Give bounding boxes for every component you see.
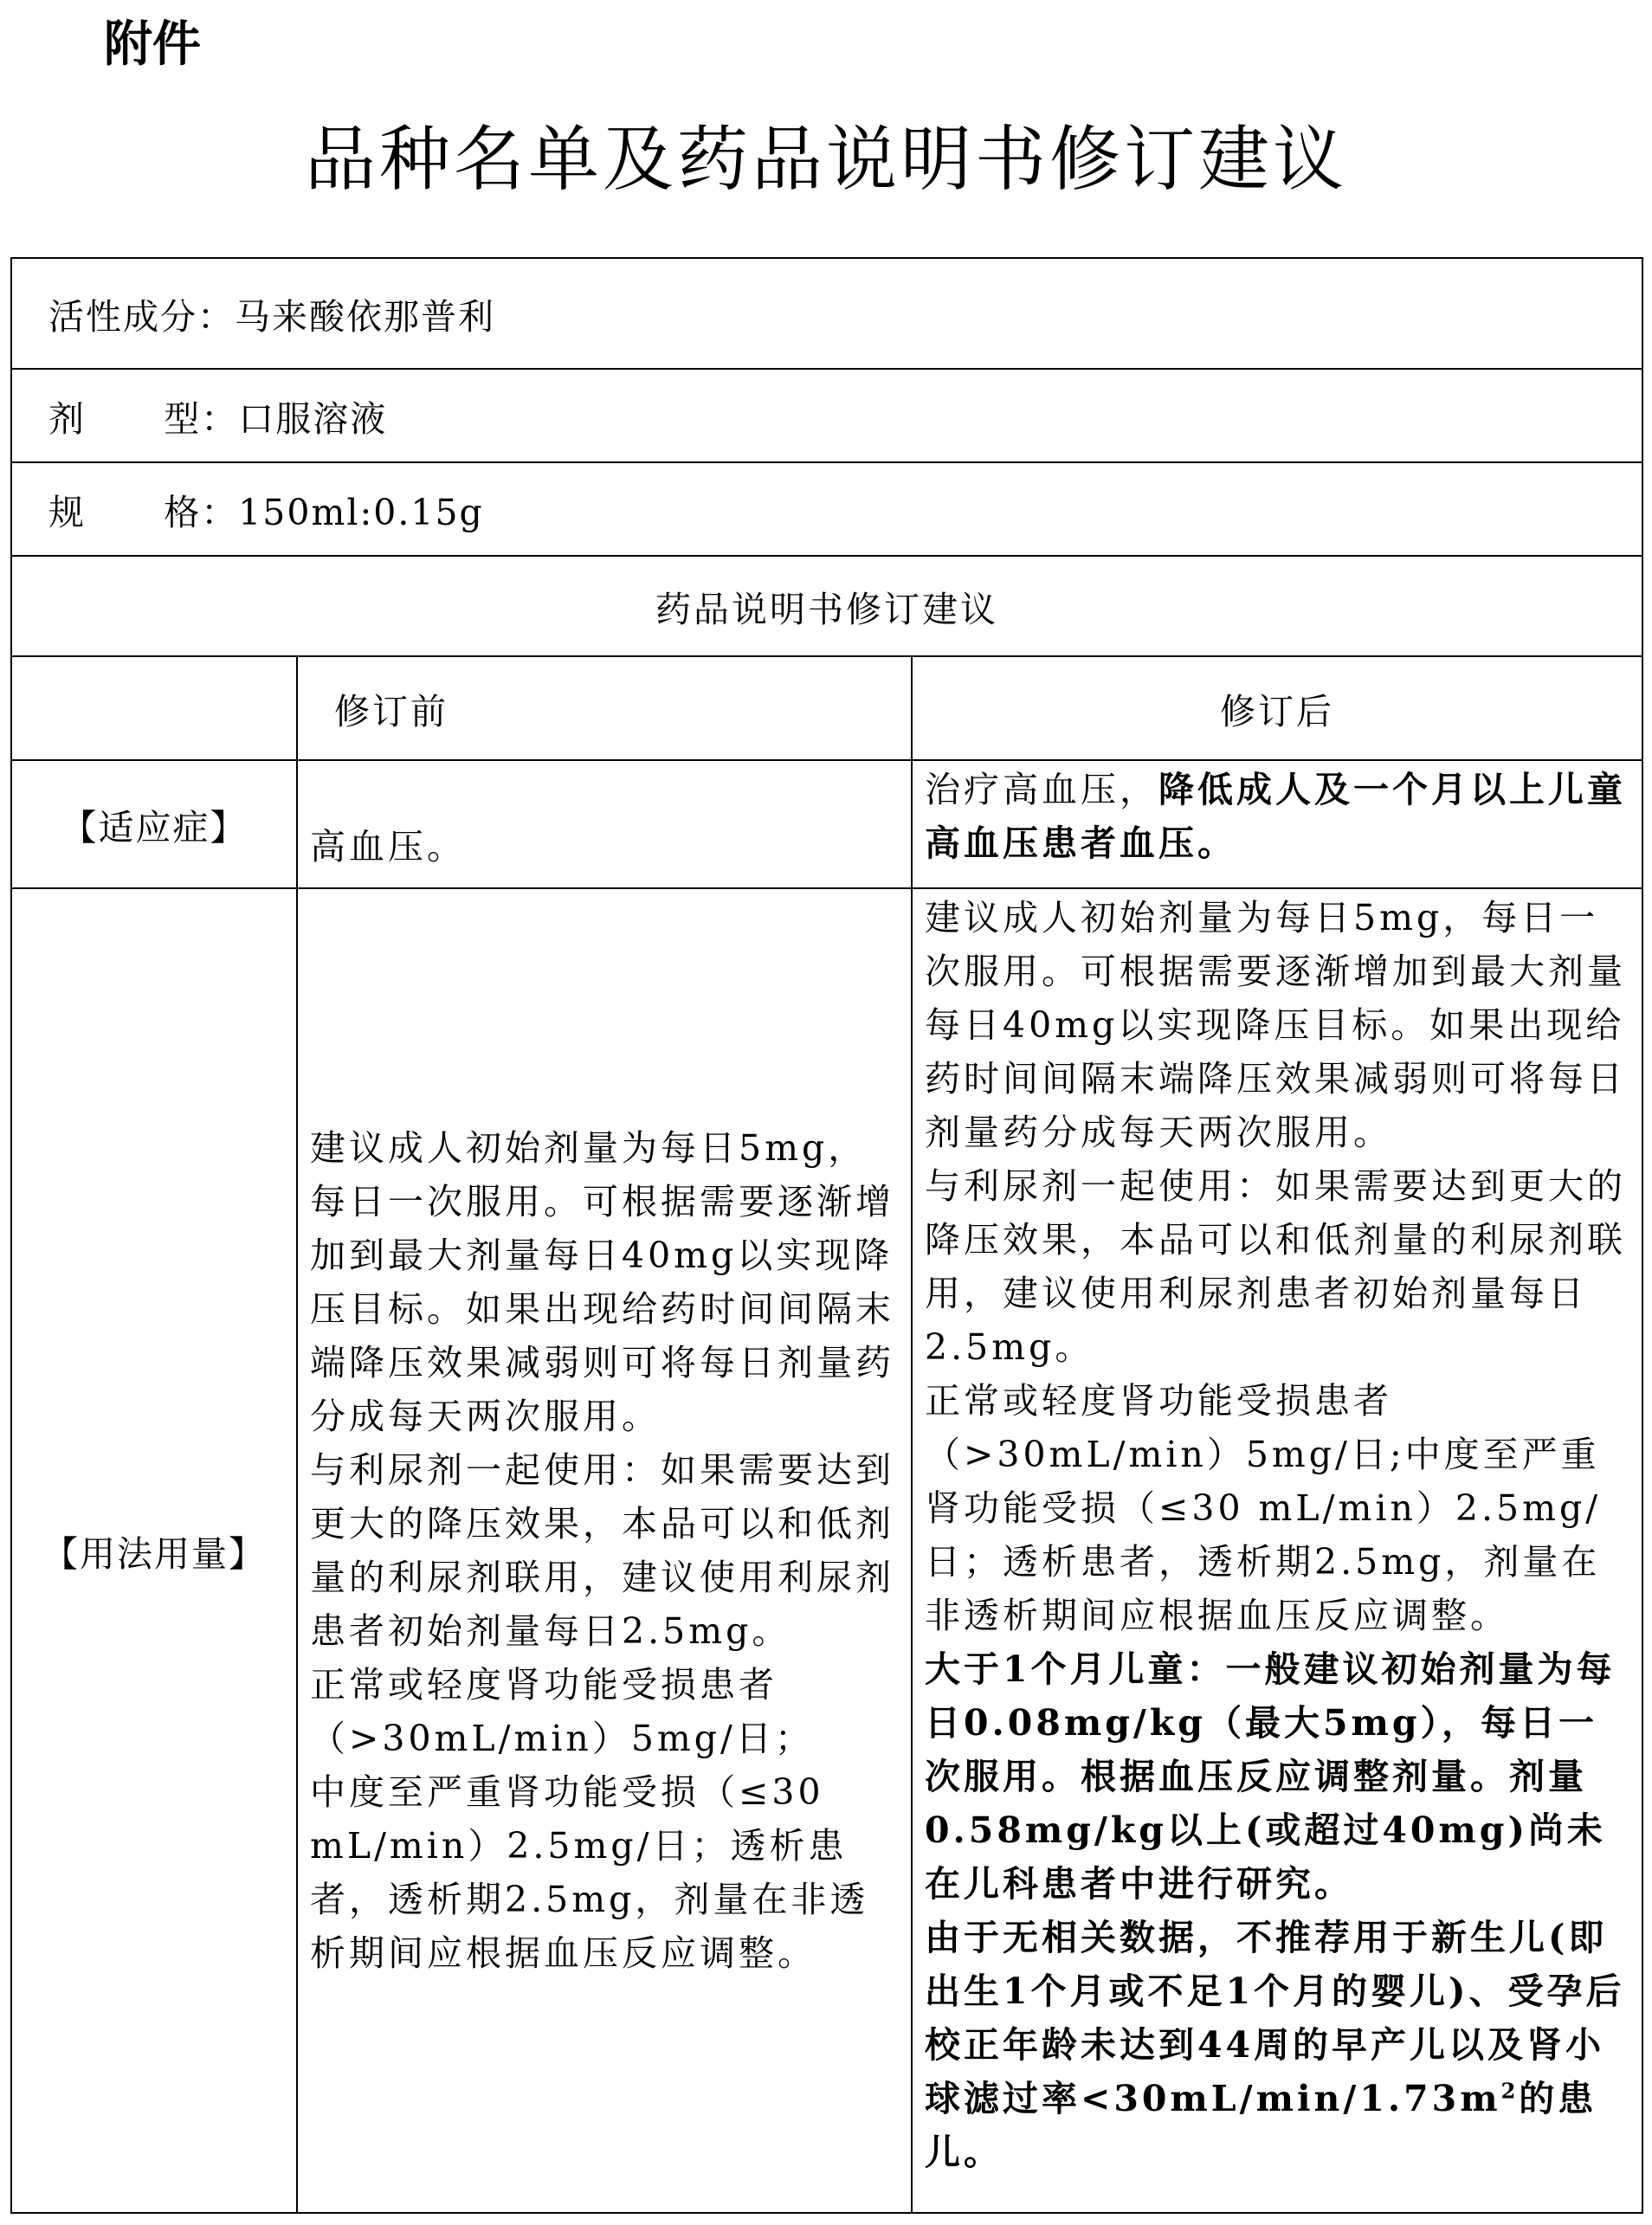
indications-before: 高血压。 — [297, 760, 912, 888]
row-dosage — [11, 888, 1642, 2213]
dosage-after-p5-main: 由于无相关数据，不推荐用于新生儿(即出生1个月或不足1个月的婴儿)、受孕后校正年龄未达到44周的早产儿以及肾小球滤过率<30mL/min/1.73m — [925, 1917, 1625, 2119]
dosage-form-value: 口服溶液 — [238, 397, 388, 440]
specification — [11, 462, 1642, 556]
dosage-after-p1: 建议成人初始剂量为每日5mg，每日一次服用。可根据需要逐渐增加到最大剂量每日40mg以实现降压目标。如果出现给药时间间隔末端降压效果减弱则可将每日剂量药分成每天两次服用。 — [925, 897, 1626, 1153]
dosage-after-p3: 正常或轻度肾功能受损患者（>30mL/min）5mg/日;中度至严重肾功能受损（≤30 mL/min）2.5mg/日；透析患者，透析期2.5mg，剂量在非透析期间应根据血压反应调整。 — [925, 1380, 1602, 1636]
dosage-after-p5-sup: 2 — [1500, 2078, 1520, 2104]
dosage-form — [11, 369, 1642, 462]
row-dosage-form — [11, 369, 1642, 462]
spec-label: 规 格： — [48, 491, 239, 533]
header-empty — [11, 656, 297, 760]
dosage-after-p2: 与利尿剂一起使用：如果需要达到更大的降压效果，本品可以和低剂量的利尿剂联用，建议使用利尿剂患者初始剂量每日2.5mg。 — [925, 1165, 1626, 1368]
dosage-before-p1: 建议成人初始剂量为每日5mg，每日一次服用。可根据需要逐渐增加到最大剂量每日40mg以实现降压目标。如果出现给药时间间隔末端降压效果减弱则可将每日剂量药分成每天两次服用。 — [310, 1127, 894, 1437]
dosage-before-p2: 与利尿剂一起使用：如果需要达到更大的降压效果，本品可以和低剂量的利尿剂联用，建议使用利尿剂患者初始剂量每日2.5mg。 — [310, 1449, 894, 1652]
section-title: 药品说明书修订建议 — [11, 556, 1642, 656]
indications-label: 【适应症】 — [11, 760, 297, 888]
dosage-before-p4: 中度至严重肾功能受损（≤30 mL/min）2.5mg/日；透析患者，透析期2.5mg，剂量在非透析期间应根据血压反应调整。 — [310, 1771, 869, 1974]
indications-after-part2: 降低成人及一个月以上儿童高血压患者血压。 — [925, 769, 1626, 864]
row-specification — [11, 462, 1642, 556]
active-ingredient: 活性成分：马来酸依那普利 — [11, 258, 1642, 369]
indications-after-part1: 治疗高血压， — [925, 769, 1158, 810]
dosage-before-p3: 正常或轻度肾功能受损患者（>30mL/min）5mg/日； — [310, 1664, 814, 1759]
row-indications — [11, 760, 1642, 888]
header-after: 修订后 — [912, 656, 1642, 760]
indications-after — [912, 760, 1642, 888]
dosage-after — [912, 888, 1642, 2213]
dosage-after-p5 — [925, 1911, 1633, 2179]
dosage-after-p4: 大于1个月儿童：一般建议初始剂量为每日0.08mg/kg（最大5mg），每日一次服用。根据血压反应调整剂量。剂量0.58mg/kg以上(或超过40mg)尚未在儿科患者中进行研究。 — [925, 1648, 1616, 1905]
row-column-headers — [11, 656, 1642, 760]
document-title: 品种名单及药品说明书修订建议 — [304, 119, 1347, 201]
header-before: 修订前 — [297, 656, 912, 760]
attachment-label: 附件 — [104, 16, 201, 73]
revision-table — [10, 257, 1643, 2214]
row-section-title — [11, 556, 1642, 656]
dosage-form-label: 剂 型： — [48, 397, 239, 440]
row-active-ingredient — [11, 258, 1642, 369]
dosage-after-p5-end: 的患儿。 — [925, 2078, 1597, 2173]
dosage-label: 【用法用量】 — [11, 888, 297, 2213]
dosage-before — [297, 888, 912, 2213]
spec-value: 150ml:0.15g — [238, 491, 484, 533]
